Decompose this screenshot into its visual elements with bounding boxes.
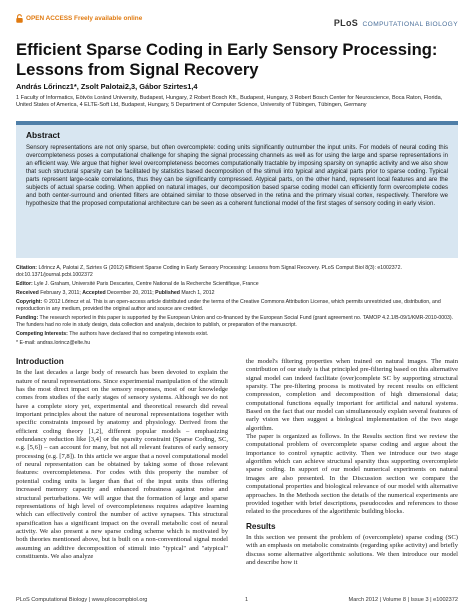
introduction-heading: Introduction — [16, 357, 64, 366]
results-heading: Results — [246, 521, 276, 531]
funding-label: Funding: — [16, 315, 39, 322]
introduction-text: In the last decades a large body of research has been devoted to explain the nature of neural representations. Since experimental manipulation of the stimuli has the most direct impact on the sensory responses, most of our knowledge comes from studies of the early stages of sensory systems. Although we do not have a complete story yet, experimental and theoretical research did reveal important principles about the nature of neuronal representations together with specific constraints imposed by anatomy and physiology. Derived from the efficient coding theory [1,2], different popular models – emphasizing redundancy reduction like [3,4] or the sparsity constraint (Sparse Coding, SC, e.g. [5,6]) – can account for many, but not all relevant features of early sensory processing (e.g. [7,8]). In this article we argue that a novel computational model of neural representation can be obtained by taking some of those relevant features: overcompleteness. For codes with this property the number of potential coding units is larger than that of the input units thus offering increased memory capacity and enhanced robustness against noise and structural perturbations. We will argue that the formation of large and sparse representations of high level of overcompleteness requires adaptive learning which can effectively control the number of active synapses. This structural sparsification has a significant impact on the overall metabolic cost of neural activity. We also present a new sparse coding scheme which is motivated by both theories mentioned above, but is built on a non-conventional signal model assuming an additive decomposition of stimuli into "typical" and "atypical" constituents. We also analyze — [16, 369, 228, 560]
accepted-date: December 20, 2011; — [107, 290, 154, 297]
citation-text: Lőrincz A, Palotai Z, Szirtes G (2012) Efficient Sparse Coding in Early Sensory Processing: Lessons from Signal Recovery. PLoS Comput Biol 8(3): e1002372. doi:10.1371/journal.pcbi.1002372 — [16, 265, 402, 278]
article-title: Efficient Sparse Coding in Early Sensory Processing: Lessons from Signal Recovery — [16, 40, 438, 79]
left-column — [16, 358, 228, 561]
editor-label: Editor: — [16, 280, 33, 287]
funding-text: The research reported in this paper is supported by the European Union and co-financed by the European Social Fund (grant agreement no. TAMOP 4.2.1/B-09/1/KMR-2010-0003). The funders had no role in study design, data collection and analysis, decision to publish, or preparation of the manuscript. — [16, 315, 454, 328]
article-affiliations: 1 Faculty of Informatics, Eötvös Loránd University, Budapest, Hungary, 2 Robert Bosch Kft., Budapest, Hungary, 3 Robert Bosch Center for Neuroscience, Boca Raton, Florida, United States of America, 4 ELTE-Soft Ltd, Budapest, Hungary, 5 Department of Computer Science, University of Tübingen, Tübingen, Germany — [16, 95, 443, 109]
body-paragraph: the model's filtering properties when trained on natural images. The main contribution of our study is that principled pre-filtering based on this alternative signal model can indeed facilitate (over)complete SC by supporting structural sparsity. The pre-filtering process is motivated by recent results on efficient compression, completion and decomposition of high dimensional data; computational functions equally important for artificial and natural systems. Based on the fact that our model can simultaneously explain several features of early vision we then suggest a biological implementation of the two stage algorithm. — [246, 358, 458, 432]
received-date: February 3, 2011; — [40, 290, 81, 297]
abstract-heading: Abstract — [26, 130, 60, 140]
editor — [16, 281, 456, 288]
journal-name: PLoS — [333, 18, 359, 28]
page-number: 1 — [245, 597, 249, 603]
dates — [16, 290, 456, 297]
page-footer — [16, 597, 458, 607]
open-access-label: OPEN ACCESS Freely available online — [26, 15, 143, 22]
published-label: Published — [155, 290, 180, 297]
footer-issue-info: March 2012 | Volume 8 | Issue 3 | e1002372 — [348, 597, 458, 603]
author-email[interactable]: * E-mail: andras.lorincz@elte.hu — [16, 340, 91, 347]
copyright — [16, 299, 456, 312]
competing-interests-text: The authors have declared that no competing interests exist. — [69, 331, 209, 338]
footer-journal-link[interactable]: PLoS Computational Biology | www.ploscompbiol.org — [16, 597, 148, 603]
citation — [16, 265, 456, 278]
competing-interests-label: Competing Interests: — [16, 331, 68, 338]
copyright-text: © 2012 Lőrincz et al. This is an open-access article distributed under the terms of the Creative Commons Attribution License, which permits unrestricted use, distribution, and reproduction in any medium, provided the original author and source are credited. — [16, 299, 441, 313]
open-access-badge[interactable] — [16, 14, 142, 23]
citation-label: Citation: — [16, 265, 38, 271]
right-column — [246, 358, 458, 567]
open-access-lock-icon — [16, 14, 23, 23]
abstract-box — [16, 121, 458, 258]
funding — [16, 315, 456, 328]
copyright-label: Copyright: — [16, 299, 43, 306]
results-text: In this section we present the problem of (overcomplete) sparse coding (SC) with an emphasis on metabolic constraints (regarding spike activity) and briefly discuss some alternative algorithmic solutions. We then introduce our model and describe how it — [246, 533, 458, 566]
accepted-label: Accepted — [82, 290, 106, 297]
article-authors: András Lőrincz1*, Zsolt Palotai2,3, Gábor Szirtes1,4 — [16, 82, 198, 91]
abstract-text: Sensory representations are not only sparse, but often overcomplete: coding units significantly outnumber the input units. For models of neural coding this overcompleteness poses a computational challenge for shaping the signal processing channels as well as for using the large and sparse representations in an efficient way. We argue that higher level overcompleteness becomes computationally tractable by imposing sparsity on synaptic activity and we also show that such structural sparsity can be facilitated by statistics based decomposition of the stimuli into typical and atypical parts prior to sparse coding. Typical parts represent large-scale correlations, thus they can be significantly compressed. Atypical parts, on the other hand, represent local features and are the subjects of actual sparse coding. When applied on natural images, our decomposition based sparse coding model can efficiently form overcomplete codes and both center-surround and oriented filters are obtained similar to those observed in the retina and the primary visual cortex, respectively. Therefore we hypothesize that the proposed computational architecture can be seen as a coherent functional model of the first stages of sensory coding in early vision. — [26, 145, 448, 208]
journal-logo[interactable] — [334, 13, 458, 31]
page-header — [16, 14, 458, 28]
journal-section: COMPUTATIONAL BIOLOGY — [362, 21, 458, 28]
received-label: Received — [16, 290, 39, 297]
body-paragraph: The paper is organized as follows. In the Results section first we review the computational problem of overcomplete sparse coding and argue about the importance to control synaptic activity. Then we introduce our two stage algorithm which can achieve structural sparsity thus supporting overcomplete sparse coding. In support of our model numerical experiments on natural images are also presented. In the Discussion section we compare the computational properties and biological relevance of our model with alternative approaches. In the Methods section the details of the numerical experiments are provided together with brief descriptions, pseudocodes and references to those related to the procedures of the algorithmic building blocks. — [246, 433, 458, 516]
published-date: March 1, 2012 — [181, 290, 215, 297]
competing-interests — [16, 331, 456, 338]
article-metadata — [16, 265, 456, 350]
editor-text: Lyle J. Graham, Université Paris Descartes, Centre National de la Recherche Scientifique, France — [34, 280, 259, 287]
